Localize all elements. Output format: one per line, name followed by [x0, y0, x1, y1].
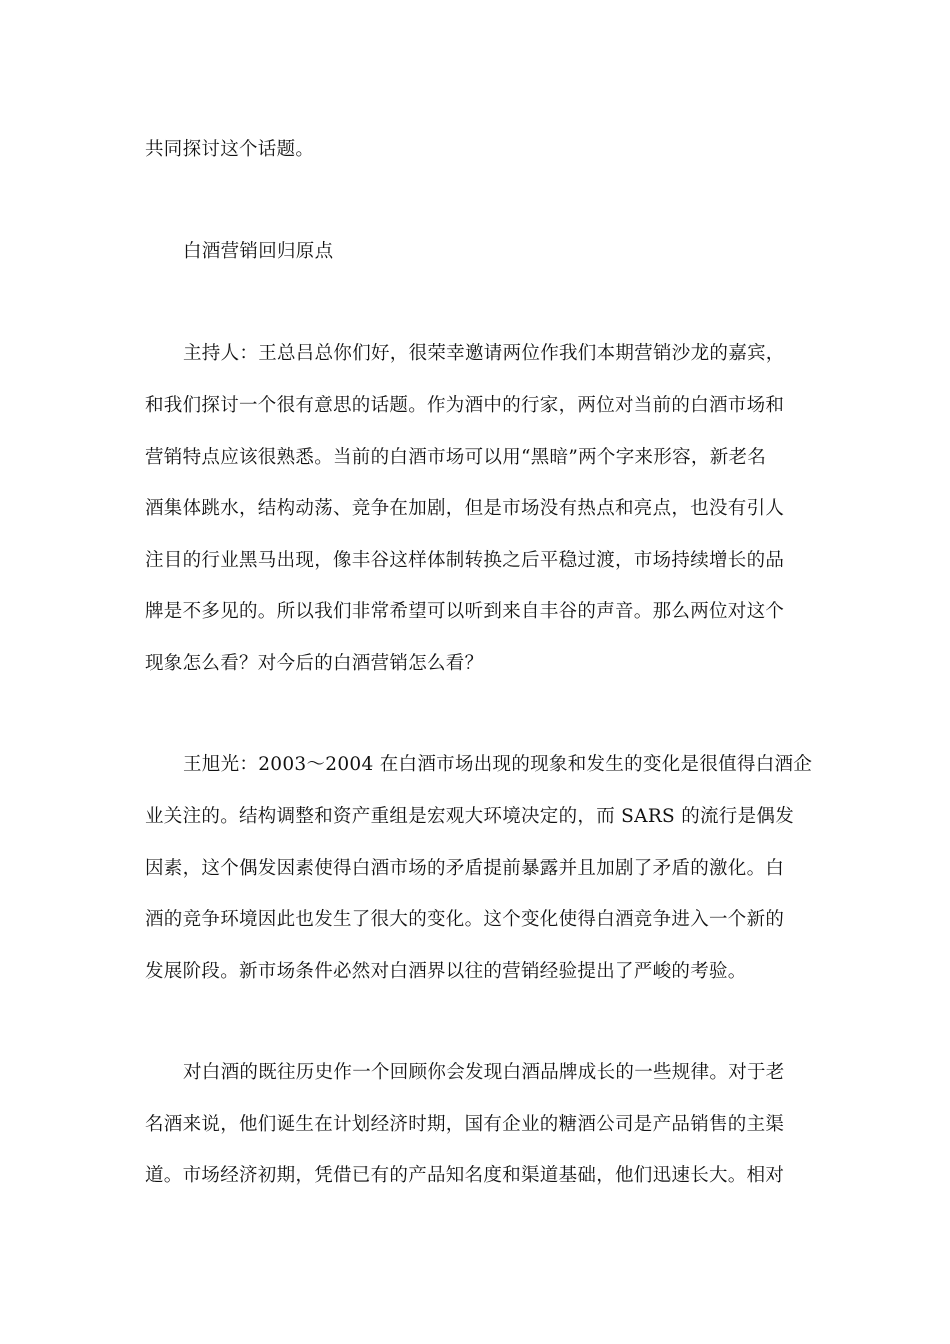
- paragraph-line: 因素，这个偶发因素使得白酒市场的矛盾提前暴露并且加剧了矛盾的激化。白: [145, 858, 785, 879]
- paragraph-line: 名酒来说，他们诞生在计划经济时期，国有企业的糖酒公司是产品销售的主渠: [145, 1114, 785, 1135]
- intro-tail: 共同探讨这个话题。: [145, 139, 315, 160]
- paragraph-line: 和我们探讨一个很有意思的话题。作为酒中的行家，两位对当前的白酒市场和: [145, 395, 785, 416]
- paragraph-line: 主持人：王总吕总你们好，很荣幸邀请两位作我们本期营销沙龙的嘉宾，: [183, 343, 785, 364]
- paragraph-line: 现象怎么看？对今后的白酒营销怎么看？: [145, 653, 484, 674]
- paragraph-line: 营销特点应该很熟悉。当前的白酒市场可以用“黑暗”两个字来形容，新老名: [145, 447, 767, 468]
- paragraph-line: 注目的行业黑马出现，像丰谷这样体制转换之后平稳过渡，市场持续增长的品: [145, 550, 785, 571]
- paragraph-line: 酒的竞争环境因此也发生了很大的变化。这个变化使得白酒竞争进入一个新的: [145, 909, 785, 930]
- paragraph-line: 王旭光：2003～2004 在白酒市场出现的现象和发生的变化是很值得白酒企: [183, 754, 813, 775]
- paragraph-line: 对白酒的既往历史作一个回顾你会发现白酒品牌成长的一些规律。对于老: [183, 1062, 785, 1083]
- paragraph-line: 业关注的。结构调整和资产重组是宏观大环境决定的，而 SARS 的流行是偶发: [145, 806, 795, 827]
- paragraph-line: 发展阶段。新市场条件必然对白酒界以往的营销经验提出了严峻的考验。: [145, 961, 747, 982]
- paragraph-line: 道。市场经济初期，凭借已有的产品知名度和渠道基础，他们迅速长大。相对: [145, 1165, 785, 1186]
- paragraph-line: 牌是不多见的。所以我们非常希望可以听到来自丰谷的声音。那么两位对这个: [145, 601, 785, 622]
- section-heading: 白酒营销回归原点: [183, 241, 334, 262]
- paragraph-line: 酒集体跳水，结构动荡、竞争在加剧，但是市场没有热点和亮点，也没有引人: [145, 498, 785, 519]
